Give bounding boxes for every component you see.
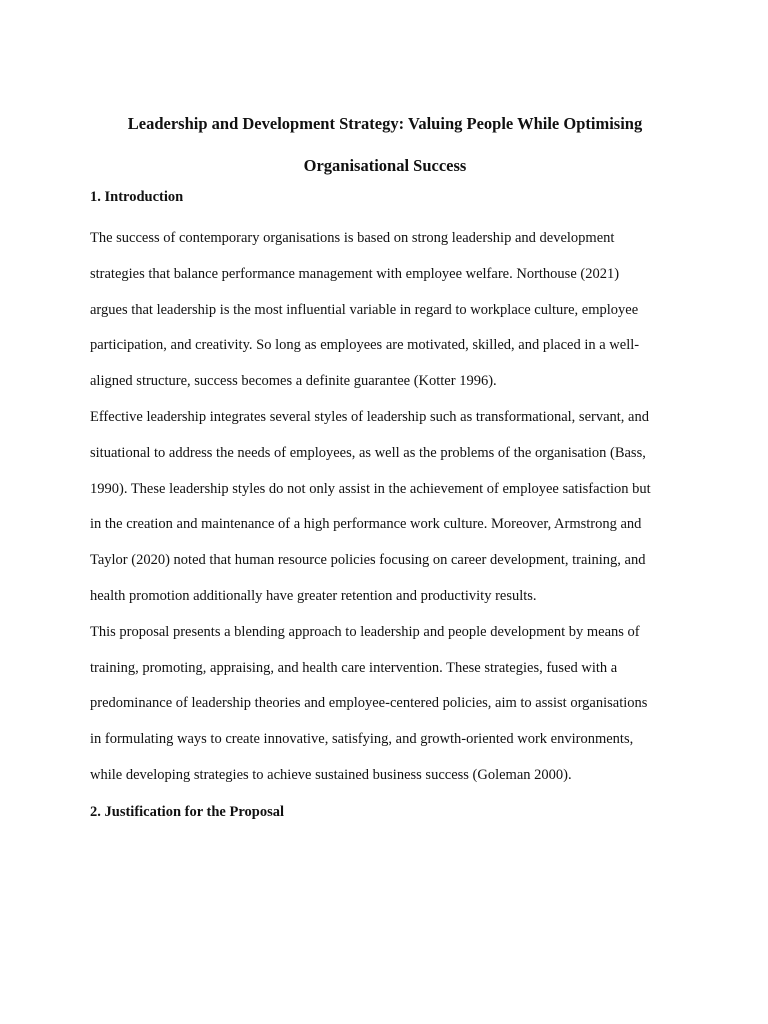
document-body bbox=[90, 103, 680, 822]
title-line-1: Leadership and Development Strategy: Valuing People While Optimising bbox=[127, 114, 643, 133]
paragraph-line: training, promoting, appraising, and health care intervention. These strategies, fused with a bbox=[90, 659, 618, 676]
document-title bbox=[90, 103, 680, 187]
title-line-2: Organisational Success bbox=[303, 156, 467, 175]
section-heading-introduction: 1. Introduction bbox=[90, 189, 184, 205]
paragraph-2 bbox=[90, 400, 680, 615]
paragraph-line: argues that leadership is the most influential variable in regard to workplace culture, employee bbox=[90, 301, 639, 318]
paragraph-line: The success of contemporary organisations is based on strong leadership and development bbox=[90, 230, 615, 246]
paragraph-line: Effective leadership integrates several styles of leadership such as transformational, servant, and bbox=[90, 408, 649, 425]
paragraph-line: health promotion additionally have greater retention and productivity results. bbox=[90, 587, 537, 604]
paragraph-line: in the creation and maintenance of a high performance work culture. Moreover, Armstrong and bbox=[90, 516, 642, 533]
paragraph-line: situational to address the needs of employees, as well as the problems of the organisation (Bass, bbox=[90, 444, 646, 461]
paragraph-line: predominance of leadership theories and employee-centered policies, aim to assist organisations bbox=[90, 695, 648, 712]
paragraph-3 bbox=[90, 615, 680, 794]
paragraph-line: while developing strategies to achieve sustained business success (Goleman 2000). bbox=[90, 766, 572, 783]
paragraph-line: Taylor (2020) noted that human resource policies focusing on career development, training, and bbox=[90, 552, 646, 569]
paragraph-line: This proposal presents a blending approach to leadership and people development by means of bbox=[90, 623, 640, 640]
paragraph-line: aligned structure, success becomes a definite guarantee (Kotter 1996). bbox=[90, 373, 497, 390]
paragraph-line: strategies that balance performance management with employee welfare. Northouse (2021) bbox=[90, 265, 620, 282]
paragraph-line: participation, and creativity. So long as employees are motivated, skilled, and placed in a well- bbox=[90, 337, 640, 354]
paragraph-line: in formulating ways to create innovative, satisfying, and growth-oriented work environments, bbox=[90, 731, 634, 748]
paragraph-line: 1990). These leadership styles do not only assist in the achievement of employee satisfaction but bbox=[90, 480, 651, 497]
paragraph-1 bbox=[90, 221, 680, 400]
section-heading-justification: 2. Justification for the Proposal bbox=[90, 803, 285, 820]
